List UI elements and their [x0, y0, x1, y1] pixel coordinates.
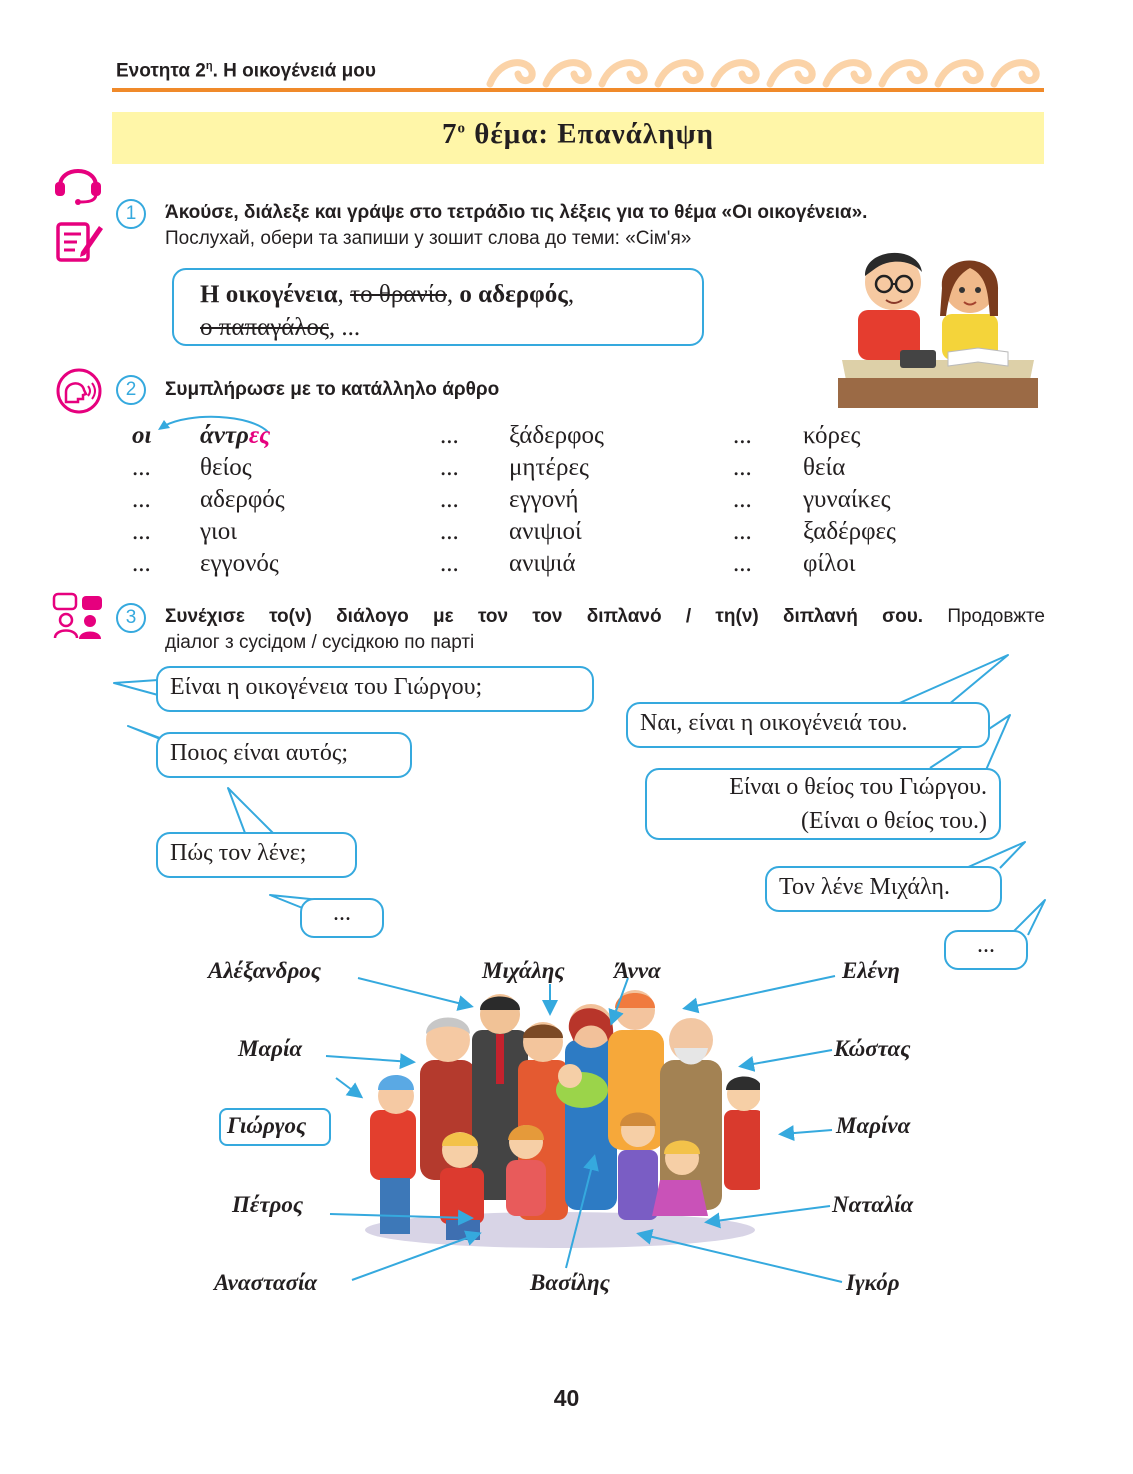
article-blank[interactable]: ... — [733, 518, 752, 545]
task-number: 3 — [116, 603, 146, 633]
article-blank[interactable]: ... — [132, 518, 151, 545]
article-blank[interactable]: ... — [440, 518, 459, 545]
task-number: 1 — [116, 199, 146, 229]
bubble-blank-left: ... — [333, 900, 351, 926]
article-blank[interactable]: ... — [440, 454, 459, 481]
label-marina: Μαρίνα — [836, 1113, 911, 1138]
bubble-answer-2-line2: (Είναι ο θείος του.) — [800, 808, 987, 834]
noun: θεία — [803, 454, 846, 481]
noun: θείος — [200, 454, 252, 481]
label-maria: Μαρία — [238, 1036, 303, 1061]
bubble-question-3: Πώς τον λένε; — [170, 840, 307, 866]
article-blank[interactable]: ... — [440, 550, 459, 577]
noun: κόρες — [803, 422, 861, 449]
article-blank[interactable]: ... — [132, 550, 151, 577]
noun: φίλοι — [803, 550, 856, 577]
label-alexandros: Αλέξανδρος — [208, 958, 322, 983]
word-item: ο αδερφός — [459, 281, 568, 308]
topic-title: $7^o$ θέμα: Επανάληψη — [442, 118, 714, 150]
bubble-answer-2-line1: Είναι ο θείος του Γιώργου. — [729, 774, 987, 800]
task1-instruction: Άκούσε, διάλεξε και γράψε στο τετράδιο τις λέξεις για το θέμα «Οι οικογένεια». — [165, 202, 868, 223]
task3-instruction: Συνέχισε το(ν) διάλογο με τον τον διπλανό / τη(ν) διπλανή σου. Продовжте — [165, 606, 1045, 627]
task1-translation: Послухай, обери та запиши у зошит слова до теми: «Сім'я» — [165, 228, 692, 249]
label-vasilis: Βασίλης — [530, 1270, 610, 1295]
article-blank[interactable]: ... — [440, 422, 459, 449]
header-rule — [112, 88, 1044, 92]
bubble-blank-right: ... — [977, 932, 995, 958]
noun: αδερφός — [200, 486, 285, 513]
headphones-icon — [52, 156, 104, 206]
article-blank[interactable]: ... — [440, 486, 459, 513]
label-petros: Πέτρος — [232, 1192, 304, 1217]
dialogue-icon — [52, 592, 106, 640]
example-article: οι — [132, 422, 152, 449]
label-anna: Άννα — [614, 958, 661, 983]
noun: ξαδέρφες — [803, 518, 896, 545]
article-blank[interactable]: ... — [132, 486, 151, 513]
page-number: 40 — [553, 1385, 580, 1411]
label-igkor: Ιγκόρ — [846, 1270, 900, 1295]
word-item: Η οικογένεια — [200, 281, 338, 308]
article-blank[interactable]: ... — [132, 454, 151, 481]
bubble-answer-1: Ναι, είναι η οικογένειά του. — [640, 710, 908, 736]
noun: μητέρες — [509, 454, 589, 481]
example-word: άντρες — [200, 422, 271, 449]
children-at-desk-illustration — [838, 236, 1038, 408]
task2-instruction: Συμπλήρωσε με το κατάλληλο άρθρο — [165, 379, 500, 400]
word-list: Η οικογένεια, το θρανίο, ο αδερφός, ο παπαγάλος, ... — [200, 281, 575, 341]
task3-translation: діалог з сусідом / сусідкою по парті — [165, 632, 475, 653]
noun: γυναίκες — [803, 486, 891, 513]
noun: ξάδερφος — [509, 422, 604, 449]
label-giorgos: Γιώργος — [227, 1113, 307, 1138]
article-blank[interactable]: ... — [733, 486, 752, 513]
bubble-answer-3: Τον λένε Μιχάλη. — [779, 874, 950, 900]
bubble-question-2: Ποιος είναι αυτός; — [170, 740, 348, 766]
word-item-crossed: το θρανίο — [350, 281, 447, 308]
label-anastasia: Αναστασία — [214, 1270, 318, 1295]
label-michalis: Μιχάλης — [482, 958, 565, 983]
task-number: 2 — [116, 375, 146, 405]
unit-title: Ενοτητα $2^\eta$. Η οικογένειά μου — [116, 60, 376, 82]
bubble-question-1: Είναι η οικογένεια του Γιώργου; — [170, 674, 483, 700]
meander-ornament — [480, 50, 1044, 90]
label-kostas: Κώστας — [834, 1036, 911, 1061]
label-arrows — [0, 950, 1133, 1300]
article-blank[interactable]: ... — [733, 454, 752, 481]
notebook-pencil-icon — [55, 218, 105, 264]
article-blank[interactable]: ... — [733, 422, 752, 449]
noun: ανιψιά — [509, 550, 576, 577]
noun: γιοι — [200, 518, 237, 545]
noun: εγγονή — [509, 486, 579, 513]
label-eleni: Ελένη — [842, 958, 900, 983]
noun: ανιψιοί — [509, 518, 582, 545]
noun: εγγονός — [200, 550, 279, 577]
label-natalia: Ναταλία — [832, 1192, 914, 1217]
word-item-crossed: ο παπαγάλος — [200, 314, 329, 341]
article-blank[interactable]: ... — [733, 550, 752, 577]
speaking-head-icon — [54, 368, 104, 414]
